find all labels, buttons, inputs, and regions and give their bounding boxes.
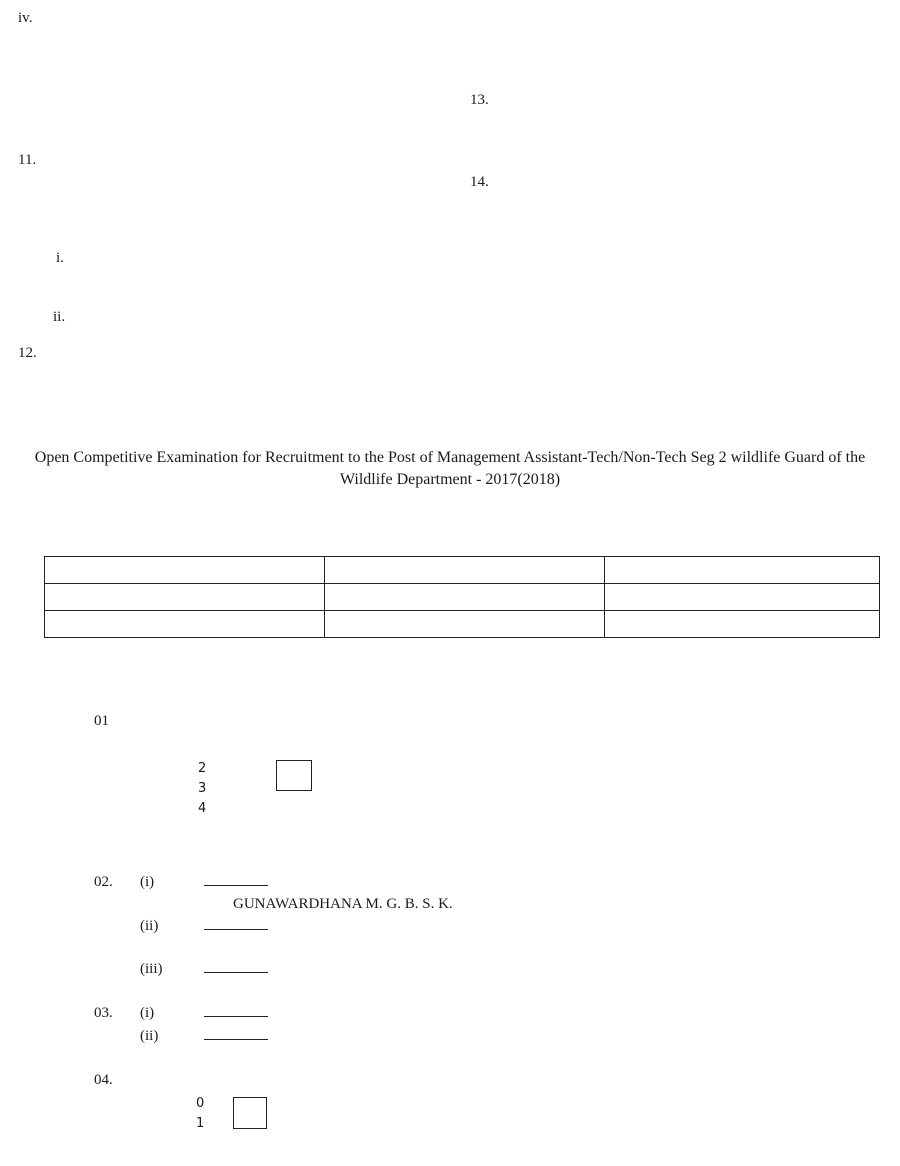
table-cell-city[interactable] [325,584,605,611]
full-name-local-field-line[interactable] [198,961,268,984]
paragraph-number-iv: iv. [18,10,33,26]
answer-blank-line [204,929,268,930]
paragraph-number-14: 14. [470,174,489,190]
subitem-marker-3-i: (i) [140,1005,155,1021]
paragraph-number-12: 12. [18,345,37,361]
question-number-04: 04. [94,1072,113,1088]
table-cell-code[interactable] [605,611,880,638]
exam-centre-table [44,556,880,638]
question-number-03: 03. [94,1005,113,1021]
table-row [45,611,880,638]
english-title: Open Competitive Examination for Recruitment to the Post of Management Assistant-Tech/Non-Tech Seg 2 wildlife Guard of the Wildlife Department - 2017(2018) [34,449,866,488]
subitem-marker-2-ii: (ii) [140,918,159,934]
permanent-address-field-line[interactable] [198,1028,268,1051]
table-header-row [45,557,880,584]
full-name-english-field-line[interactable] [198,918,268,941]
medium-code-input-box[interactable] [276,760,312,791]
item-number-i: i. [56,250,64,266]
gender-option-code-1: 0 [196,1096,205,1111]
table-row-label-first-choice [45,584,325,611]
question-number-02: 02. [94,874,113,890]
answer-blank-line [204,885,268,886]
table-header-city-code [605,557,880,584]
answer-blank-line [204,1016,268,1017]
subitem-marker-3-ii: (ii) [140,1028,159,1044]
gender-code-input-box[interactable] [233,1097,267,1129]
item-number-ii: ii. [53,309,66,325]
table-cell-city[interactable] [325,611,605,638]
table-header-city [325,557,605,584]
example-name-value: GUNAWARDHANA M. G. B. S. K. [233,896,453,912]
gender-option-code-2: 1 [196,1116,205,1131]
table-header-blank [45,557,325,584]
answer-blank-line [204,1039,268,1040]
answer-blank-line [204,972,268,973]
admission-address-field-line[interactable] [198,1005,268,1028]
medium-option-code-2: 3 [198,781,207,796]
paragraph-number-13: 13. [470,92,489,108]
medium-option-code-1: 2 [198,761,207,776]
paragraph-number-11: 11. [18,152,37,168]
table-row-label-second-choice [45,611,325,638]
subitem-marker-2-i: (i) [140,874,155,890]
subitem-marker-2-iii: (iii) [140,961,163,977]
question-number-01: 01 [94,713,109,729]
medium-option-code-3: 4 [198,801,207,816]
table-row [45,584,880,611]
initials-name-field-line[interactable] [198,874,268,897]
table-cell-code[interactable] [605,584,880,611]
